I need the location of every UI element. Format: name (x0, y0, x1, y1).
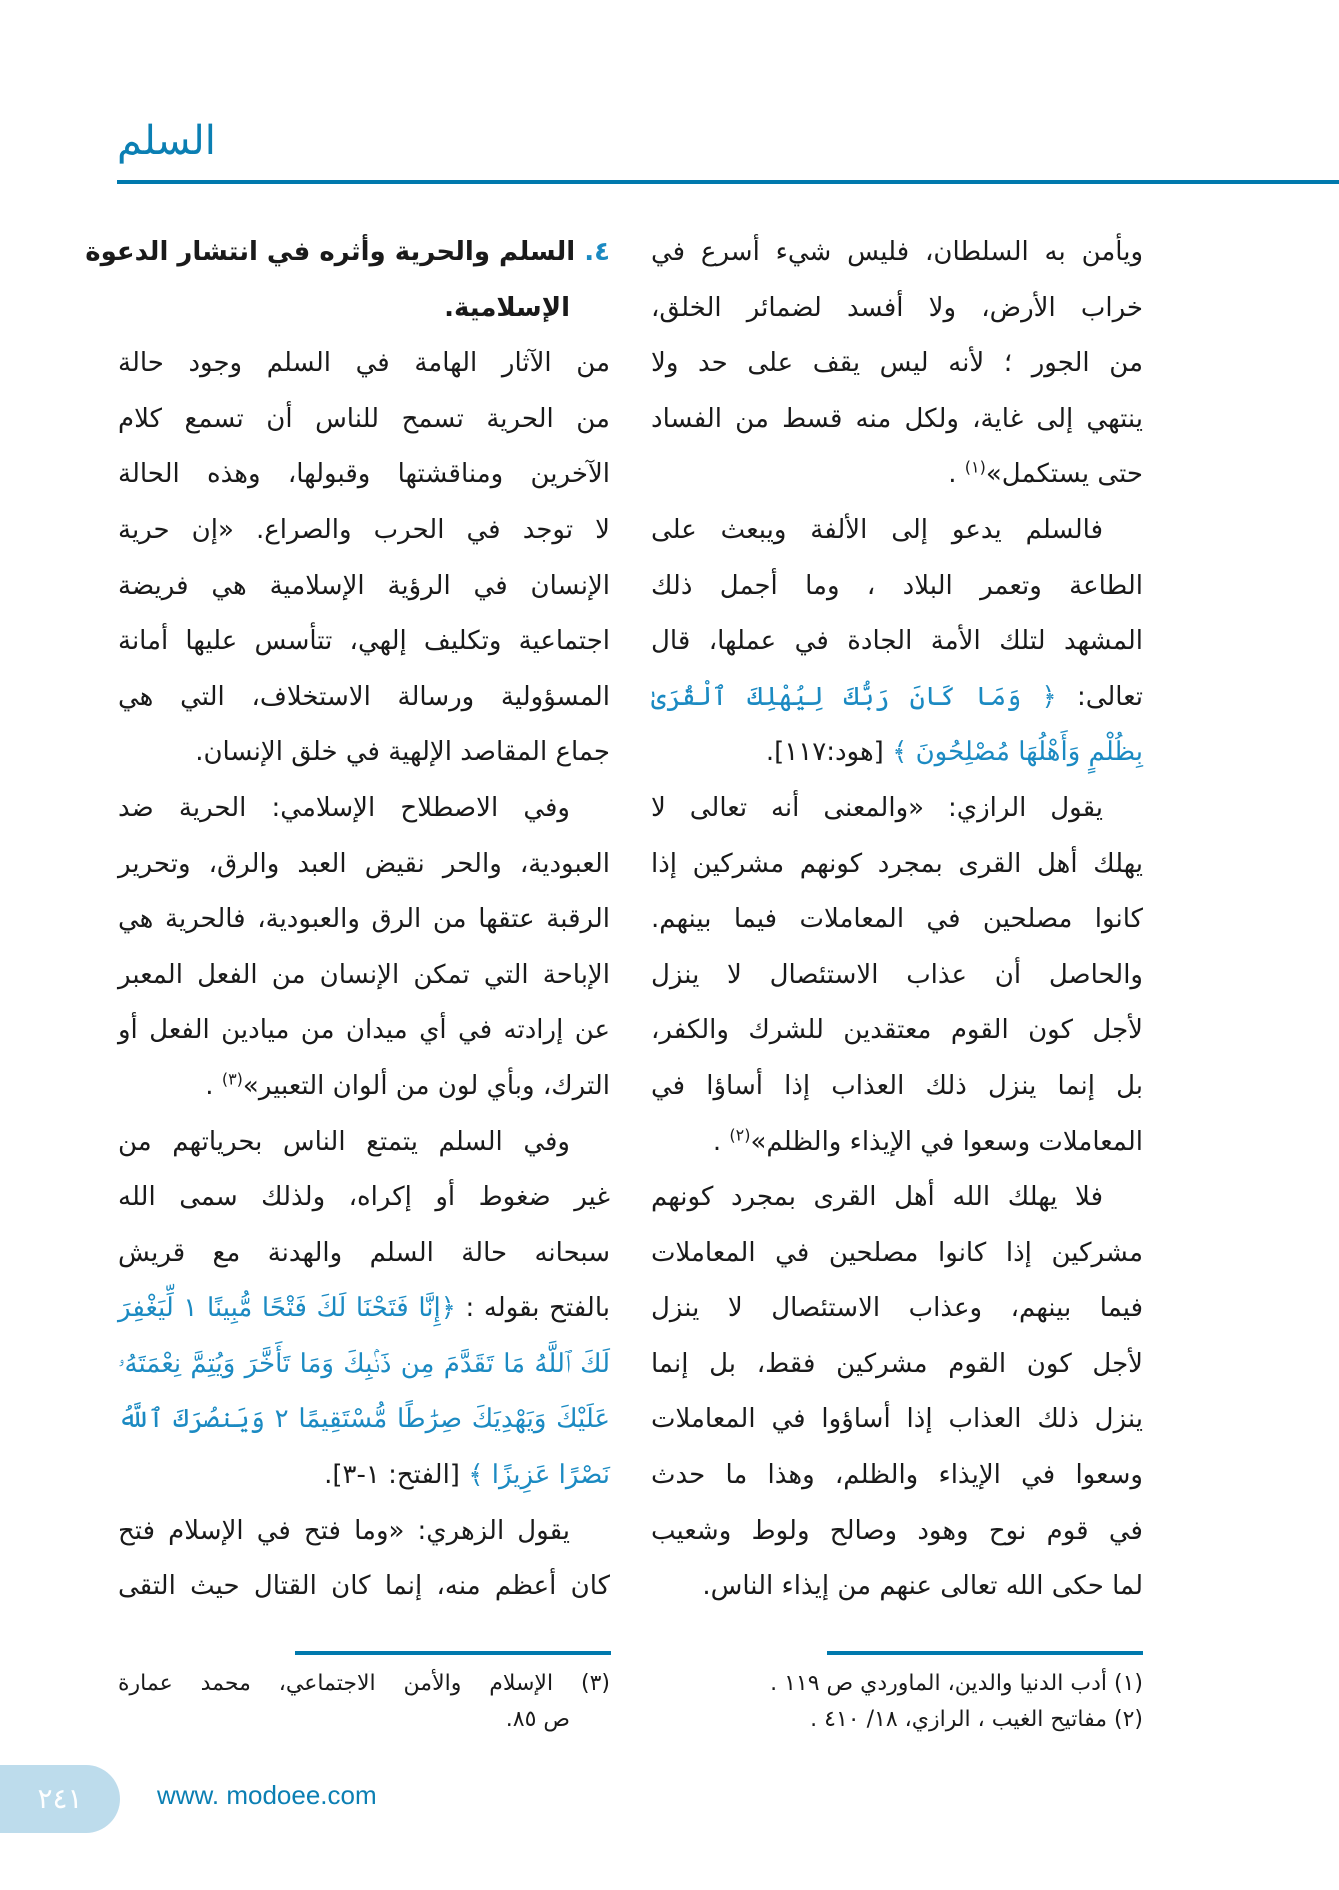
text-line (118, 1559, 610, 1615)
quran-verse: ﴿إِنَّا فَتَحْنَا لَكَ فَتْحًا مُّبِينًا ١ لِّيَغْفِرَ (118, 1293, 456, 1324)
text-segment: السلم والحرية وأثره في انتشار الدعوة (85, 237, 576, 267)
text-line (118, 336, 610, 392)
text-line (651, 781, 1143, 837)
text-line (118, 892, 610, 948)
text-line (118, 725, 610, 781)
text-segment: المعاملات وسعوا في الإيذاء والظلم» (750, 1126, 1143, 1157)
text-segment: [هود:١١٧]. (765, 737, 893, 768)
text-segment: لما حكى الله تعالى عنهم من إيذاء الناس. (702, 1571, 1143, 1602)
text-segment: يقول الرازي: «والمعنى أنه تعالى لا (651, 792, 1103, 823)
text-segment: تعالى: (1056, 681, 1143, 712)
text-line (118, 559, 610, 615)
text-segment: [الفتح: ١-٣]. (324, 1460, 469, 1491)
website-url: www. modoee.com (157, 1780, 377, 1810)
text-segment: الآخرين ومناقشتها وقبولها، وهذه الحالة (118, 459, 610, 490)
text-line (651, 281, 1143, 337)
text-line (118, 1059, 610, 1115)
text-segment: الرقبة عتقها من الرق والعبودية، فالحرية هي (118, 904, 610, 935)
text-segment: وفي السلم يتمتع الناس بحرياتهم من (118, 1126, 570, 1157)
text-line (118, 281, 610, 337)
text-segment: من الجور ؛ لأنه ليس يقف على حد ولا (651, 348, 1143, 379)
text-line (118, 781, 610, 837)
text-line (651, 559, 1143, 615)
text-line (651, 1170, 1143, 1226)
text-segment: . (948, 459, 965, 490)
text-line (651, 1059, 1143, 1115)
text-segment: الإنسان في الرؤية الإسلامية هي فريضة (118, 570, 610, 601)
text-segment: ويأمن به السلطان، فليس شيء أسرع في (651, 237, 1143, 267)
text-line (651, 670, 1143, 726)
text-line (651, 392, 1143, 448)
text-line (651, 1226, 1143, 1282)
text-segment: حتى يستكمل» (985, 459, 1143, 490)
footnote-ref: (١) (964, 457, 986, 477)
text-line (651, 614, 1143, 670)
text-segment: من الآثار الهامة في السلم وجود حالة (118, 348, 610, 379)
running-header-title: السلم (117, 118, 216, 164)
quran-verse: ﴿ وَمَا كَانَ رَبُّكَ لِيُهْلِكَ ٱلْقُرَىٰ (651, 681, 1057, 712)
text-segment: لأجل كون القوم معتقدين للشرك والكفر، (651, 1015, 1143, 1046)
text-segment: وسعوا في الإيذاء والظلم، وهذا ما حدث (651, 1460, 1143, 1491)
text-segment: والحاصل أن عذاب الاستئصال لا ينزل (651, 959, 1143, 990)
text-line (651, 837, 1143, 893)
text-segment: من الحرية تسمح للناس أن تسمع كلام (118, 403, 610, 434)
text-line (118, 1392, 610, 1448)
text-segment: لأجل كون القوم مشركين فقط، بل إنما (651, 1348, 1143, 1379)
text-line (651, 1337, 1143, 1393)
footnote-rule-right (827, 1651, 1143, 1655)
text-segment: الإسلامية. (444, 292, 570, 323)
footnotes-left (118, 1666, 610, 1738)
text-line (651, 725, 1143, 781)
text-line (118, 1337, 610, 1393)
text-segment: لا توجد في الحرب والصراع. «إن حرية (118, 514, 610, 545)
text-segment: اجتماعية وتكليف إلهي، تتأسس عليها أمانة (118, 626, 610, 657)
right-text-column (651, 225, 1143, 1615)
text-line (651, 503, 1143, 559)
text-line (118, 670, 610, 726)
text-segment: ينتهي إلى غاية، ولكل منه قسط من الفساد (651, 403, 1143, 434)
text-segment: خراب الأرض، ولا أفسد لضمائر الخلق، (651, 292, 1143, 323)
text-line (118, 1226, 610, 1282)
text-segment: الإباحة التي تمكن الإنسان من الفعل المعبر (118, 959, 610, 990)
text-line (651, 948, 1143, 1004)
text-segment: كان أعظم منه، إنما كان القتال حيث التقى (118, 1571, 610, 1602)
text-line (118, 1504, 610, 1560)
footnote-ref: (٣) (221, 1069, 243, 1089)
text-segment: فالسلم يدعو إلى الألفة ويبعث على (651, 514, 1103, 545)
text-segment: يهلك أهل القرى بمجرد كونهم مشركين إذا (651, 848, 1143, 879)
text-segment: الترك، وبأي لون من ألوان التعبير» (242, 1070, 610, 1101)
footnote-3-cont: ص ٨٥. (505, 1707, 570, 1732)
text-line (651, 336, 1143, 392)
text-segment: جماع المقاصد الإلهية في خلق الإنسان. (195, 737, 610, 768)
text-line (118, 1281, 610, 1337)
text-segment: المشهد لتلك الأمة الجادة في عملها، قال (651, 626, 1143, 657)
text-line (651, 892, 1143, 948)
quran-verse: نَصْرًا عَزِيزًا ﴾ (468, 1460, 610, 1491)
text-line (118, 1448, 610, 1504)
text-segment: الطاعة وتعمر البلاد ، وما أجمل ذلك (651, 570, 1143, 601)
text-line (651, 447, 1143, 503)
text-line (118, 447, 610, 503)
text-line (651, 225, 1143, 281)
footnote-2: (٢) مفاتيح الغيب ، الرازي، ١٨/ ٤١٠ . (810, 1707, 1143, 1732)
text-segment: بل إنما ينزل ذلك العذاب إذا أساؤا في (651, 1070, 1143, 1101)
text-segment: سبحانه حالة السلم والهدنة مع قريش (118, 1237, 610, 1268)
text-segment: غير ضغوط أو إكراه، ولذلك سمى الله (118, 1182, 610, 1213)
text-segment: . (712, 1126, 730, 1157)
text-line (651, 1281, 1143, 1337)
footnote-1: (١) أدب الدنيا والدين، الماوردي ص ١١٩ . (770, 1671, 1143, 1696)
section-number: ٤. (575, 237, 610, 267)
text-segment: وفي الاصطلاح الإسلامي: الحرية ضد (118, 792, 570, 823)
footnote-ref: (٢) (729, 1124, 751, 1144)
text-line (651, 1559, 1143, 1615)
text-segment: كانوا مصلحين في المعاملات فيما بينهم. (651, 904, 1143, 935)
header-rule (117, 180, 1339, 184)
text-line (118, 392, 610, 448)
text-line (118, 1170, 610, 1226)
footnotes-right (651, 1666, 1143, 1738)
text-line (651, 1115, 1143, 1171)
text-line (118, 614, 610, 670)
text-segment: عن إرادته في أي ميدان من ميادين الفعل أو (118, 1015, 610, 1046)
text-segment: يقول الزهري: «وما فتح في الإسلام فتح (118, 1515, 570, 1546)
text-segment: . (205, 1070, 222, 1101)
text-segment: في قوم نوح وهود وصالح ولوط وشعيب (651, 1515, 1143, 1546)
text-line (651, 1003, 1143, 1059)
text-line (651, 1392, 1143, 1448)
text-segment: ينزل ذلك العذاب إذا أساؤوا في المعاملات (651, 1404, 1143, 1435)
text-segment: فيما بينهم، وعذاب الاستئصال لا ينزل (651, 1293, 1143, 1324)
left-text-column (85, 225, 611, 1615)
footnote-3: (٣) الإسلام والأمن الاجتماعي، محمد عمارة (118, 1671, 610, 1696)
quran-verse: بِظُلْمٍ وَأَهْلُهَا مُصْلِحُونَ ﴾ (892, 737, 1143, 768)
text-line (118, 503, 610, 559)
text-line (118, 1115, 610, 1171)
text-segment: فلا يهلك الله أهل القرى بمجرد كونهم (651, 1182, 1103, 1213)
footnote-rule-left (295, 1651, 611, 1655)
text-line (118, 837, 610, 893)
text-line (118, 1003, 610, 1059)
text-segment: بالفتح بقوله : (455, 1293, 610, 1324)
text-line (651, 1504, 1143, 1560)
text-line (651, 1448, 1143, 1504)
text-segment: العبودية، والحر نقيض العبد والرق، وتحرير (118, 848, 610, 879)
page-number-badge: ٢٤١ (0, 1765, 120, 1833)
quran-verse: لَكَ ٱللَّهُ مَا تَقَدَّمَ مِن ذَنۢبِكَ وَمَا تَأَخَّرَ وَيُتِمَّ نِعْمَتَهُۥ (118, 1348, 610, 1379)
quran-verse: عَلَيْكَ وَيَهْدِيَكَ صِرَٰطًا مُّسْتَقِيمًا ٢ وَيَنصُرَكَ ٱللَّهُ (118, 1404, 611, 1435)
text-segment: المسؤولية ورسالة الاستخلاف، التي هي (118, 681, 610, 712)
text-line (118, 948, 610, 1004)
text-line (85, 225, 610, 281)
text-segment: مشركين إذا كانوا مصلحين في المعاملات (651, 1237, 1143, 1268)
